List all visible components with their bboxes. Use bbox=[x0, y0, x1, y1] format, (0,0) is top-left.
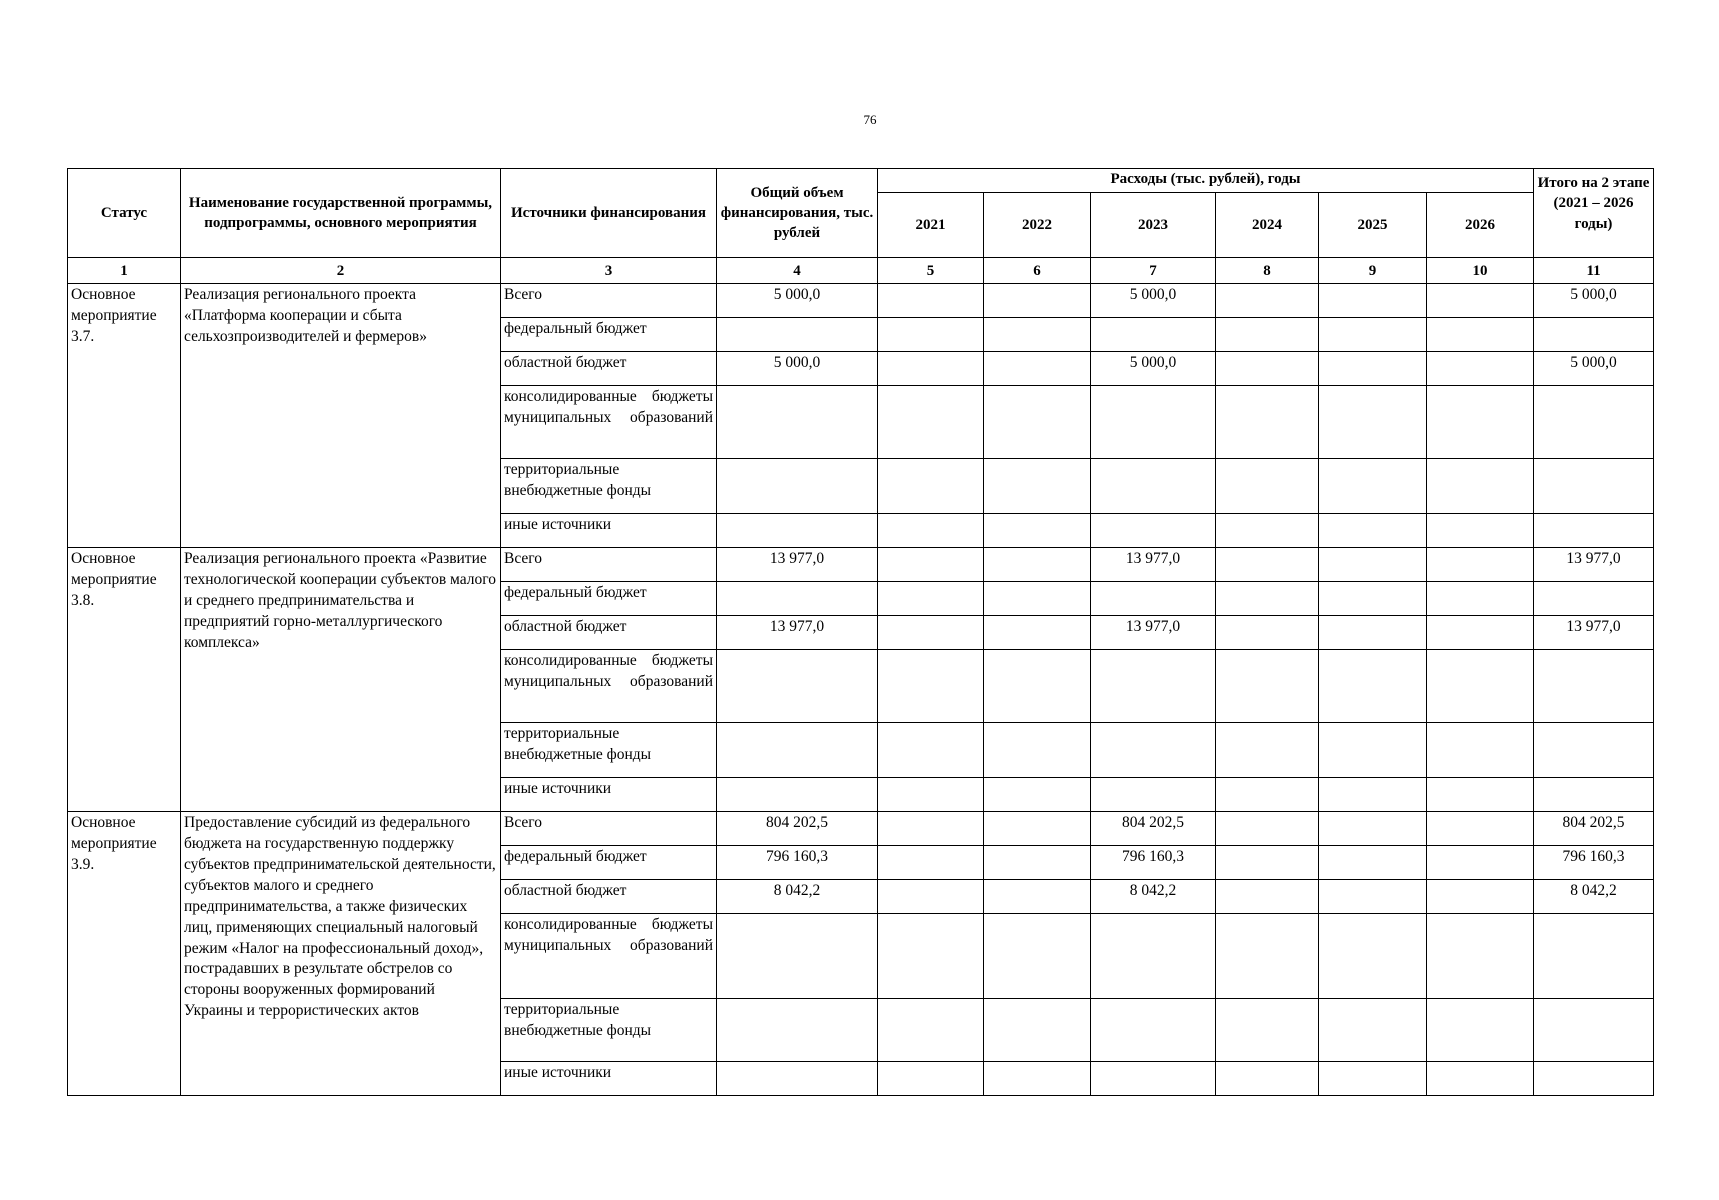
table-row bbox=[68, 812, 1654, 846]
volume-cell: 804 202,5 bbox=[717, 812, 878, 846]
source-label: территориальные внебюджетные фонды bbox=[501, 459, 717, 514]
volume-cell: 5 000,0 bbox=[717, 284, 878, 318]
column-number: 9 bbox=[1319, 258, 1427, 284]
column-number: 3 bbox=[501, 258, 717, 284]
stage-total-cell: 804 202,5 bbox=[1534, 812, 1654, 846]
year-2023-cell bbox=[1091, 318, 1216, 352]
column-number: 10 bbox=[1427, 258, 1534, 284]
source-label: консолидированные бюджеты муниципальных образований bbox=[501, 386, 717, 459]
stage-total-cell: 13 977,0 bbox=[1534, 616, 1654, 650]
year-2023-cell: 8 042,2 bbox=[1091, 880, 1216, 914]
header-year: 2021 bbox=[878, 193, 984, 258]
stage-total-cell bbox=[1534, 582, 1654, 616]
source-label: территориальные внебюджетные фонды bbox=[501, 999, 717, 1062]
column-number: 7 bbox=[1091, 258, 1216, 284]
source-label: федеральный бюджет bbox=[501, 318, 717, 352]
column-number: 1 bbox=[68, 258, 181, 284]
year-2023-cell: 796 160,3 bbox=[1091, 846, 1216, 880]
column-number: 5 bbox=[878, 258, 984, 284]
header-expenses-by-year: Расходы (тыс. рублей), годы bbox=[878, 169, 1534, 193]
header-year: 2025 bbox=[1319, 193, 1427, 258]
header-year: 2024 bbox=[1216, 193, 1319, 258]
source-label: областной бюджет bbox=[501, 880, 717, 914]
header-status: Статус bbox=[68, 169, 181, 258]
column-number: 6 bbox=[984, 258, 1091, 284]
measure-status: Основное мероприятие 3.9. bbox=[68, 812, 181, 1096]
source-label: Всего bbox=[501, 548, 717, 582]
source-label: консолидированные бюджеты муниципальных образований bbox=[501, 914, 717, 999]
source-label: консолидированные бюджеты муниципальных образований bbox=[501, 650, 717, 723]
volume-cell bbox=[717, 318, 878, 352]
measure-name: Реализация регионального проекта «Развитие технологической кооперации субъектов малого и среднего предпринимательства и предприятий горно-металлургического комплекса» bbox=[181, 548, 501, 812]
financing-table bbox=[67, 168, 1654, 1096]
header-year: 2022 bbox=[984, 193, 1091, 258]
source-label: федеральный бюджет bbox=[501, 846, 717, 880]
volume-cell: 796 160,3 bbox=[717, 846, 878, 880]
column-number: 4 bbox=[717, 258, 878, 284]
year-2023-cell: 13 977,0 bbox=[1091, 548, 1216, 582]
measure-status: Основное мероприятие 3.7. bbox=[68, 284, 181, 548]
source-label: Всего bbox=[501, 284, 717, 318]
table-row bbox=[68, 548, 1654, 582]
table-row bbox=[68, 284, 1654, 318]
source-label: иные источники bbox=[501, 1062, 717, 1096]
source-label: иные источники bbox=[501, 514, 717, 548]
source-label: областной бюджет bbox=[501, 616, 717, 650]
year-2023-cell: 804 202,5 bbox=[1091, 812, 1216, 846]
year-2023-cell: 13 977,0 bbox=[1091, 616, 1216, 650]
column-number: 11 bbox=[1534, 258, 1654, 284]
stage-total-cell: 13 977,0 bbox=[1534, 548, 1654, 582]
stage-total-cell: 796 160,3 bbox=[1534, 846, 1654, 880]
measure-name: Предоставление субсидий из федерального бюджета на государственную поддержку субъектов предпринимательской деятельности, субъектов малого и среднего предпринимательства, а также физических лиц, применяющих специальный налоговый режим «Налог на профессиональный доход», пострадавших в результате обстрелов со стороны вооруженных формирований Украины и террористических актов bbox=[181, 812, 501, 1096]
column-number: 8 bbox=[1216, 258, 1319, 284]
header-stage-total: Итого на 2 этапе (2021 – 2026 годы) bbox=[1534, 169, 1654, 258]
volume-cell bbox=[717, 582, 878, 616]
column-number: 2 bbox=[181, 258, 501, 284]
stage-total-cell bbox=[1534, 318, 1654, 352]
year-2023-cell: 5 000,0 bbox=[1091, 284, 1216, 318]
volume-cell: 5 000,0 bbox=[717, 352, 878, 386]
source-label: федеральный бюджет bbox=[501, 582, 717, 616]
header-year: 2026 bbox=[1427, 193, 1534, 258]
volume-cell: 13 977,0 bbox=[717, 616, 878, 650]
header-sources: Источники финансирования bbox=[501, 169, 717, 258]
page-number: 76 bbox=[863, 112, 877, 127]
source-label: Всего bbox=[501, 812, 717, 846]
header-total-volume: Общий объем финансирования, тыс. рублей bbox=[717, 169, 878, 258]
year-2023-cell: 5 000,0 bbox=[1091, 352, 1216, 386]
year-2023-cell bbox=[1091, 582, 1216, 616]
source-label: территориальные внебюджетные фонды bbox=[501, 723, 717, 778]
header-year: 2023 bbox=[1091, 193, 1216, 258]
header-name: Наименование государственной программы, подпрограммы, основного мероприятия bbox=[181, 169, 501, 258]
source-label: областной бюджет bbox=[501, 352, 717, 386]
stage-total-cell: 5 000,0 bbox=[1534, 284, 1654, 318]
stage-total-cell: 5 000,0 bbox=[1534, 352, 1654, 386]
stage-total-cell: 8 042,2 bbox=[1534, 880, 1654, 914]
volume-cell: 8 042,2 bbox=[717, 880, 878, 914]
volume-cell: 13 977,0 bbox=[717, 548, 878, 582]
source-label: иные источники bbox=[501, 778, 717, 812]
measure-status: Основное мероприятие 3.8. bbox=[68, 548, 181, 812]
measure-name: Реализация регионального проекта «Платформа кооперации и сбыта сельхозпроизводителей и фермеров» bbox=[181, 284, 501, 548]
